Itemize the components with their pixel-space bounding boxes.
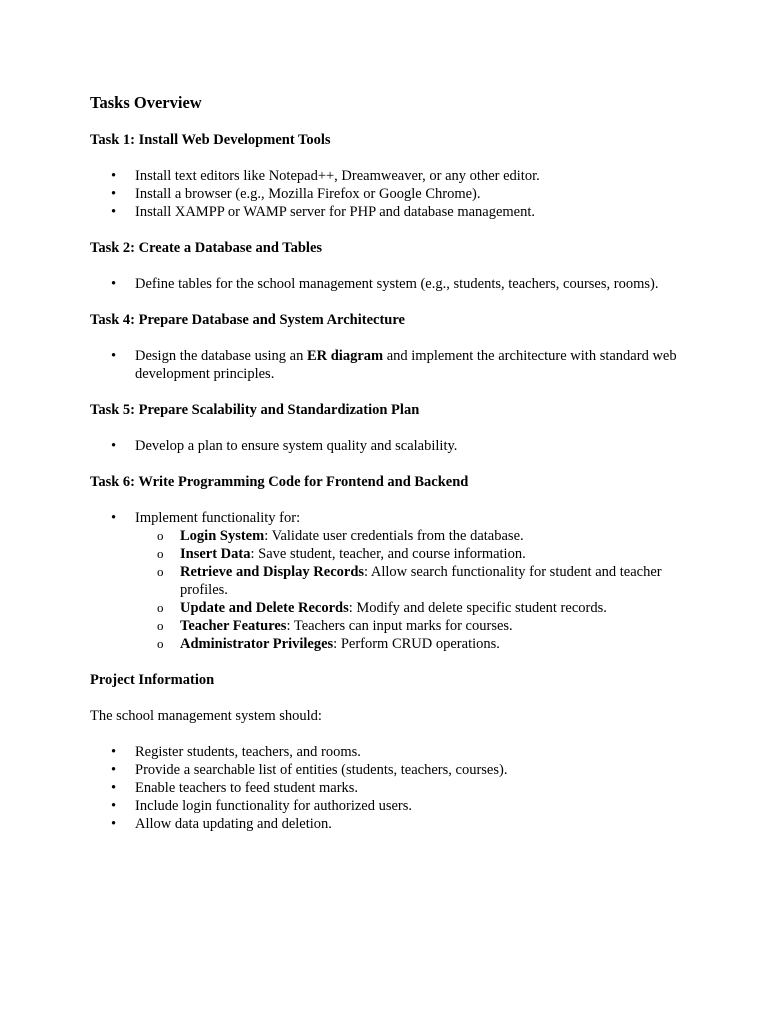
circle-bullet-icon: o bbox=[157, 618, 164, 633]
circle-bullet-icon: o bbox=[157, 528, 164, 543]
document-title: Tasks Overview bbox=[90, 93, 202, 112]
bullet-icon: • bbox=[111, 510, 117, 526]
task5-heading: Task 5: Prepare Scalability and Standardization Plan bbox=[90, 402, 420, 418]
task4-list bbox=[90, 347, 690, 383]
task5-list bbox=[90, 437, 690, 455]
list-item-text: Register students, teachers, and rooms. bbox=[135, 744, 361, 760]
list-item bbox=[90, 437, 690, 455]
circle-bullet-icon: o bbox=[157, 600, 164, 615]
task6-heading: Task 6: Write Programming Code for Frontend and Backend bbox=[90, 474, 469, 490]
sublist-item-text: : Save student, teacher, and course information. bbox=[250, 546, 526, 562]
list-item-text: Define tables for the school management system (e.g., students, teachers, courses, rooms). bbox=[135, 276, 659, 292]
list-item bbox=[90, 275, 690, 293]
list-item bbox=[90, 797, 690, 815]
list-item-text: Install text editors like Notepad++, Dreamweaver, or any other editor. bbox=[135, 168, 540, 184]
list-item-text: Install a browser (e.g., Mozilla Firefox or Google Chrome). bbox=[135, 186, 481, 202]
sublist-item-bold: Administrator Privileges bbox=[180, 636, 334, 652]
sublist-item bbox=[135, 617, 690, 635]
circle-bullet-icon: o bbox=[157, 636, 164, 651]
sublist-item-bold: Update and Delete Records bbox=[180, 600, 349, 616]
list-item bbox=[90, 203, 690, 221]
sublist-item bbox=[135, 599, 690, 617]
task2-list bbox=[90, 275, 690, 293]
bullet-icon: • bbox=[111, 762, 117, 778]
list-item-text: Provide a searchable list of entities (students, teachers, courses). bbox=[135, 762, 508, 778]
sublist-item-text: : Modify and delete specific student records. bbox=[348, 600, 607, 616]
circle-bullet-icon: o bbox=[157, 546, 164, 561]
bullet-icon: • bbox=[111, 204, 117, 220]
list-item bbox=[90, 815, 690, 833]
list-item-text: Enable teachers to feed student marks. bbox=[135, 780, 359, 796]
list-item bbox=[90, 761, 690, 779]
task1-list bbox=[90, 167, 690, 221]
project-intro: The school management system should: bbox=[90, 708, 322, 724]
sublist-item bbox=[135, 635, 690, 653]
task1-heading: Task 1: Install Web Development Tools bbox=[90, 132, 331, 148]
list-item bbox=[90, 743, 690, 761]
bullet-icon: • bbox=[111, 186, 117, 202]
sublist-item-text: : Validate user credentials from the database. bbox=[264, 528, 524, 544]
list-item-text-pre: Design the database using an bbox=[135, 348, 307, 364]
task4-heading: Task 4: Prepare Database and System Architecture bbox=[90, 312, 405, 328]
sublist-item-bold: Login System bbox=[180, 528, 265, 544]
sublist-item-text: : Perform CRUD operations. bbox=[333, 636, 500, 652]
bullet-icon: • bbox=[111, 168, 117, 184]
bullet-icon: • bbox=[111, 348, 117, 364]
sublist-item-text: : Allow search functionality for student and teacher profiles. bbox=[180, 564, 662, 598]
list-item-text: Implement functionality for: bbox=[135, 510, 301, 526]
list-item-text: Include login functionality for authorized users. bbox=[135, 798, 413, 814]
circle-bullet-icon: o bbox=[157, 564, 164, 579]
sublist-item bbox=[135, 563, 690, 599]
bullet-icon: • bbox=[111, 816, 117, 832]
sublist-item-bold: Insert Data bbox=[180, 546, 251, 562]
list-item bbox=[90, 185, 690, 203]
bullet-icon: • bbox=[111, 780, 117, 796]
sublist-item-bold: Teacher Features bbox=[180, 618, 287, 634]
task6-sublist bbox=[135, 527, 690, 653]
list-item bbox=[90, 347, 690, 383]
sublist-item-text: : Teachers can input marks for courses. bbox=[286, 618, 513, 634]
sublist-item bbox=[135, 545, 690, 563]
list-item-text-post: and implement the architecture with standard web development principles. bbox=[135, 348, 677, 382]
sublist-item bbox=[135, 527, 690, 545]
bullet-icon: • bbox=[111, 744, 117, 760]
bullet-icon: • bbox=[111, 438, 117, 454]
document-body bbox=[90, 93, 690, 851]
project-list bbox=[90, 743, 690, 833]
list-item bbox=[90, 509, 690, 653]
list-item-text: Install XAMPP or WAMP server for PHP and database management. bbox=[135, 204, 536, 220]
bullet-icon: • bbox=[111, 276, 117, 292]
list-item-text: Allow data updating and deletion. bbox=[135, 816, 332, 832]
list-item-text: Develop a plan to ensure system quality and scalability. bbox=[135, 438, 458, 454]
list-item bbox=[90, 167, 690, 185]
task6-list bbox=[90, 509, 690, 653]
project-heading: Project Information bbox=[90, 672, 215, 688]
list-item bbox=[90, 779, 690, 797]
task2-heading: Task 2: Create a Database and Tables bbox=[90, 240, 323, 256]
sublist-item-bold: Retrieve and Display Records bbox=[180, 564, 365, 580]
list-item-text-bold: ER diagram bbox=[306, 348, 384, 364]
bullet-icon: • bbox=[111, 798, 117, 814]
